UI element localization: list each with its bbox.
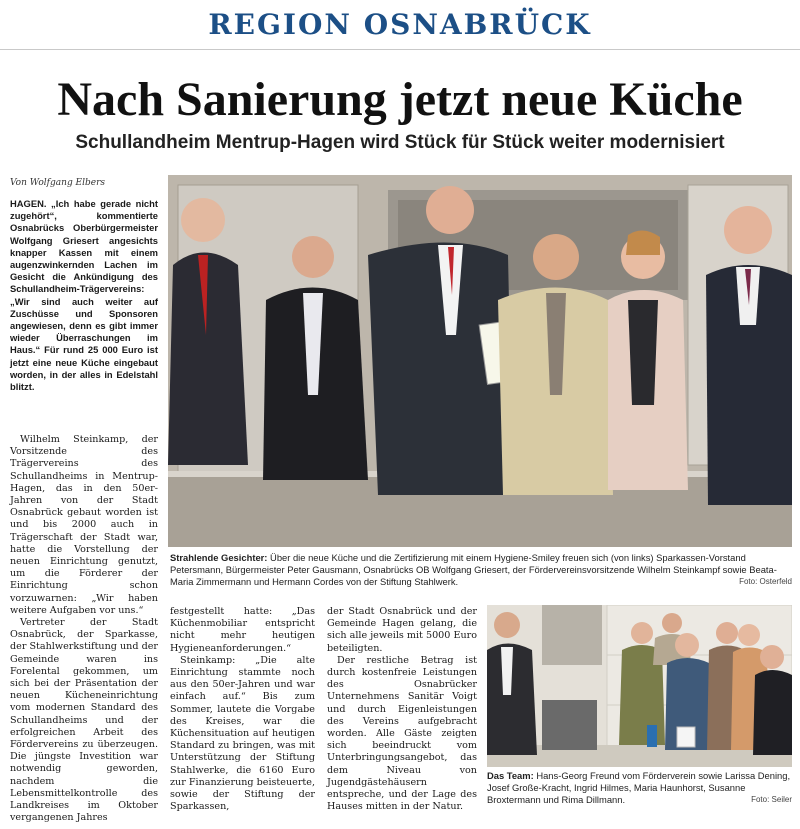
photo-credit: Foto: Osterfeld: [739, 577, 792, 587]
article-column-2: [170, 606, 315, 813]
paragraph: Der restliche Betrag ist durch kostenfreie Leistungen des Osnabrücker Unternehmens Sanitär Voigt und durch Eigenleistungen des Vereins aufgebracht worden. Alle Gäste zeigten sich beeindruckt vom Unterbringungsangebot, das dem Niveau von Jugendgästehäusern entspreche, und der Lage des Hauses mitten in der Natur.: [327, 654, 477, 813]
article-column-3: [327, 606, 477, 813]
section-header: [0, 0, 800, 50]
paragraph: Vertreter der Stadt Osnabrück, der Sparkasse, der Stahlwerkstiftung und der Gemeinde waren ins Forelental gekommen, um sich bei der Präsentation der neuen Kücheneinrichtung vom modernen Standard des Schullandheims und der erfolgreichen Arbeit des Fördervereins zu überzeugen. Die jüngste Investition war notwendig geworden, nachdem die Lebensmittelkontrolle des Landkreises im Oktober vergangenen Jahres: [10, 617, 158, 824]
article-column-1: [10, 434, 158, 825]
paragraph: Wilhelm Steinkamp, der Vorsitzende des Trägervereins des Schullandheims in Mentrup-Hagen, das in den 50er-Jahren von der Stadt Osnabrück gebaut worden ist und bis 2000 auch in Trägerschaft der Stadt war, hatte die Vorstellung der neuen Einrichtung genutzt, um die Förderer der Einrichtung schon vorzuwarnen: „Wir haben weitere Aufgaben vor uns.“: [10, 434, 158, 616]
caption-text: Hans-Georg Freund vom Förderverein sowie Larissa Dening, Josef Große-Kracht, Ingrid Hilmes, Maria Haunhorst, Susanne Broxtermann und Rima Dillmann.: [487, 770, 791, 806]
team-photo-caption: [487, 770, 792, 807]
team-photo-illustration: [487, 605, 792, 767]
lead-paragraph: HAGEN. „Ich habe gerade nicht zugehört“, kommentierte Osnabrücks Oberbürgermeister Wolfgang Griesert angesichts knapper Kassen mit einem augenzwinkernden Lachen im Gesicht die Ankündigung des Schullandheim-Trägervereins: „Wir sind auch weiter auf Zuschüsse und Sponsoren angewiesen, denn es gibt immer wieder Überraschungen im Haus.“ Für rund 25 000 Euro ist jetzt eine neue Küche eingebaut worden, in der alles in Edelstahl blitzt.: [10, 198, 158, 393]
main-photo-caption: [170, 552, 792, 589]
caption-label: Strahlende Gesichter:: [170, 552, 268, 563]
main-photo-illustration: [168, 175, 792, 547]
caption-label: Das Team:: [487, 770, 534, 781]
paragraph: der Stadt Osnabrück und der Gemeinde Hagen gelang, die sich alle jeweils mit 5000 Euro beteiligten.: [327, 606, 477, 654]
caption-text: Über die neue Küche und die Zertifizierung mit einem Hygiene-Smiley freuen sich (von links) Sparkassen-Vorstand Petersmann, Bürgermeister Peter Gausmann, Osnabrücks OB Wolfgang Griesert, der Fördervereinsvorsitzende Wilhelm Steinkampf sowie Beata-Maria Zimmermann und Hermann Cordes von der Stiftung Stahlwerk.: [170, 552, 777, 588]
subheadline: Schullandheim Mentrup-Hagen wird Stück für Stück weiter modernisiert: [75, 132, 725, 153]
section-title: REGION OSNABRÜCK: [208, 8, 592, 41]
team-photo: [487, 605, 792, 767]
byline: Von Wolfgang Elbers: [10, 178, 106, 188]
photo-credit: Foto: Seiler: [751, 795, 792, 805]
paragraph: festgestellt hatte: „Das Küchenmobiliar entspricht nicht mehr heutigen Hygieneanforderungen.“: [170, 606, 315, 654]
main-photo: [168, 175, 792, 547]
paragraph: Steinkamp: „Die alte Einrichtung stammte noch aus den 50er-Jahren und war einfach auf.“ Bis zum Sommer, lautete die Vorgabe des Kreises, war die Küchensituation auf heutigen Standard zu bringen, was mit Unterstützung der Stiftung Stahlwerke, die 6160 Euro zur Finanzierung beisteuerte, sowie der Stiftung der Sparkassen,: [170, 654, 315, 813]
headline: Nach Sanierung jetzt neue Küche: [57, 73, 743, 126]
